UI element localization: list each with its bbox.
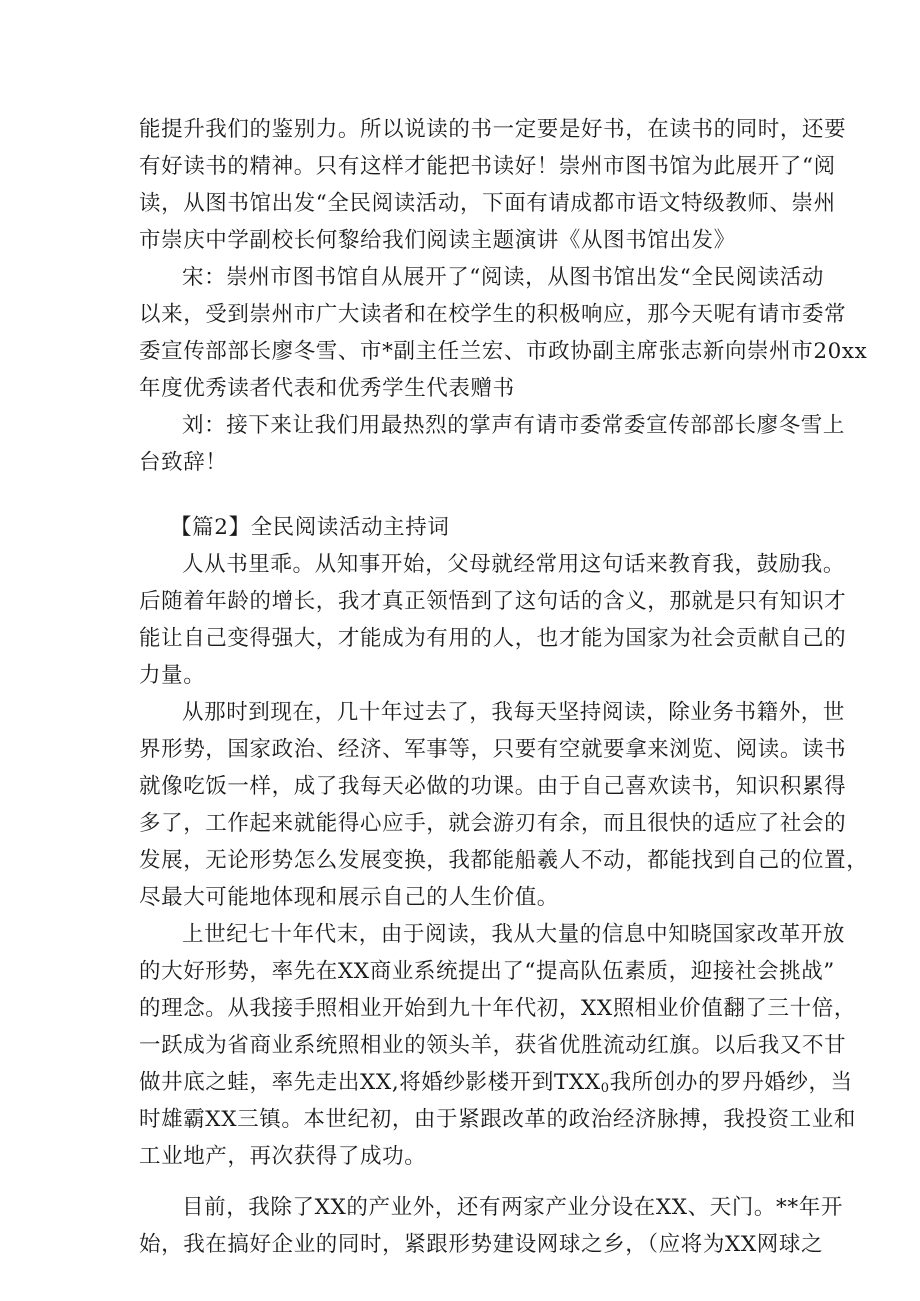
paragraph-line: 上世纪七十年代末，由于阅读，我从大量的信息中知晓国家改革开放 bbox=[182, 922, 846, 947]
paragraph-line: 一跃成为省商业系统照相业的领头羊，获省优胜流动红旗。以后我又不甘 bbox=[139, 1033, 847, 1058]
paragraph-line: 发展，无论形势怎么发展变换，我都能船羲人不动，都能找到自己的位置， bbox=[139, 848, 869, 873]
section-heading: 【篇2】全民阅读活动主持词 bbox=[170, 515, 450, 540]
paragraph-line: 工业地产，再次获得了成功。 bbox=[139, 1144, 427, 1169]
paragraph-line: 有好读书的精神。只有这样才能把书读好！崇州市图书馆为此展开了“阅 bbox=[139, 154, 836, 179]
paragraph-line: 的大好形势，率先在XX商业系统提出了“提高队伍素质，迎接社会挑战” bbox=[139, 959, 835, 984]
paragraph-line: 力量。 bbox=[139, 663, 206, 688]
paragraph-line: 尽最大可能地体现和展示自己的人生价值。 bbox=[139, 885, 559, 910]
paragraph-line: 委宣传部部长廖冬雪、市*副主任兰宏、市政协副主席张志新向崇州市20xx bbox=[139, 339, 868, 364]
paragraph-line: 目前，我除了XX的产业外，还有两家产业分设在XX、天门。**年开 bbox=[182, 1195, 843, 1220]
paragraph-line: 多了，工作起来就能得心应手，就会游刃有余，而且很快的适应了社会的 bbox=[139, 811, 847, 836]
line-text: 做井底之蛙，率先走出XX,将婚纱影楼开到TXX bbox=[139, 1070, 601, 1095]
paragraph-line bbox=[139, 1068, 853, 1098]
paragraph-line: 市崇庆中学副校长何黎给我们阅读主题演讲《从图书馆出发》 bbox=[139, 228, 736, 253]
paragraph-line: 能让自己变得强大，才能成为有用的人，也才能为国家为社会贡献自己的 bbox=[139, 626, 847, 651]
paragraph-line: 始，我在搞好企业的同时，紧跟形势建设网球之乡，（应将为XX网球之 bbox=[139, 1232, 824, 1257]
paragraph-line: 能提升我们的鉴别力。所以说读的书一定要是好书，在读书的同时，还要 bbox=[139, 117, 847, 142]
line-text-continued: 我所创办的罗丹婚纱，当 bbox=[609, 1070, 853, 1095]
paragraph-line: 后随着年龄的增长，我才真正领悟到了这句话的含义，那就是只有知识才 bbox=[139, 589, 847, 614]
paragraph-line: 读，从图书馆出发“全民阅读活动，下面有请成都市语文特级教师、崇州 bbox=[139, 191, 836, 216]
paragraph-line: 从那时到现在，几十年过去了，我每天坚持阅读，除业务书籍外，世 bbox=[182, 700, 846, 725]
paragraph-line: 就像吃饭一样，成了我每天必做的功课。由于自己喜欢读书，知识积累得 bbox=[139, 774, 847, 799]
paragraph-line: 以来，受到崇州市广大读者和在校学生的积极响应，那今天呢有请市委常 bbox=[139, 302, 847, 327]
paragraph-line: 人从书里乖。从知事开始，父母就经常用这句话来教育我，鼓励我。 bbox=[182, 552, 846, 577]
subscript-text: 0 bbox=[600, 1081, 610, 1096]
paragraph-line: 刘：接下来让我们用最热烈的掌声有请市委常委宣传部部长廖冬雪上 bbox=[182, 413, 846, 438]
paragraph-line: 时雄霸XX三镇。本世纪初，由于紧跟改革的政治经济脉搏，我投资工业和 bbox=[139, 1107, 856, 1132]
paragraph-line: 的理念。从我接手照相业开始到九十年代初，XX照相业价值翻了三十倍， bbox=[139, 996, 856, 1021]
paragraph-line: 宋：崇州市图书馆自从展开了“阅读，从图书馆出发“全民阅读活动 bbox=[182, 265, 824, 290]
paragraph-line: 台致辞！ bbox=[139, 450, 228, 475]
paragraph-line: 年度优秀读者代表和优秀学生代表赠书 bbox=[139, 376, 515, 401]
paragraph-line: 界形势，国家政治、经济、军事等，只要有空就要拿来浏览、阅读。读书 bbox=[139, 737, 847, 762]
